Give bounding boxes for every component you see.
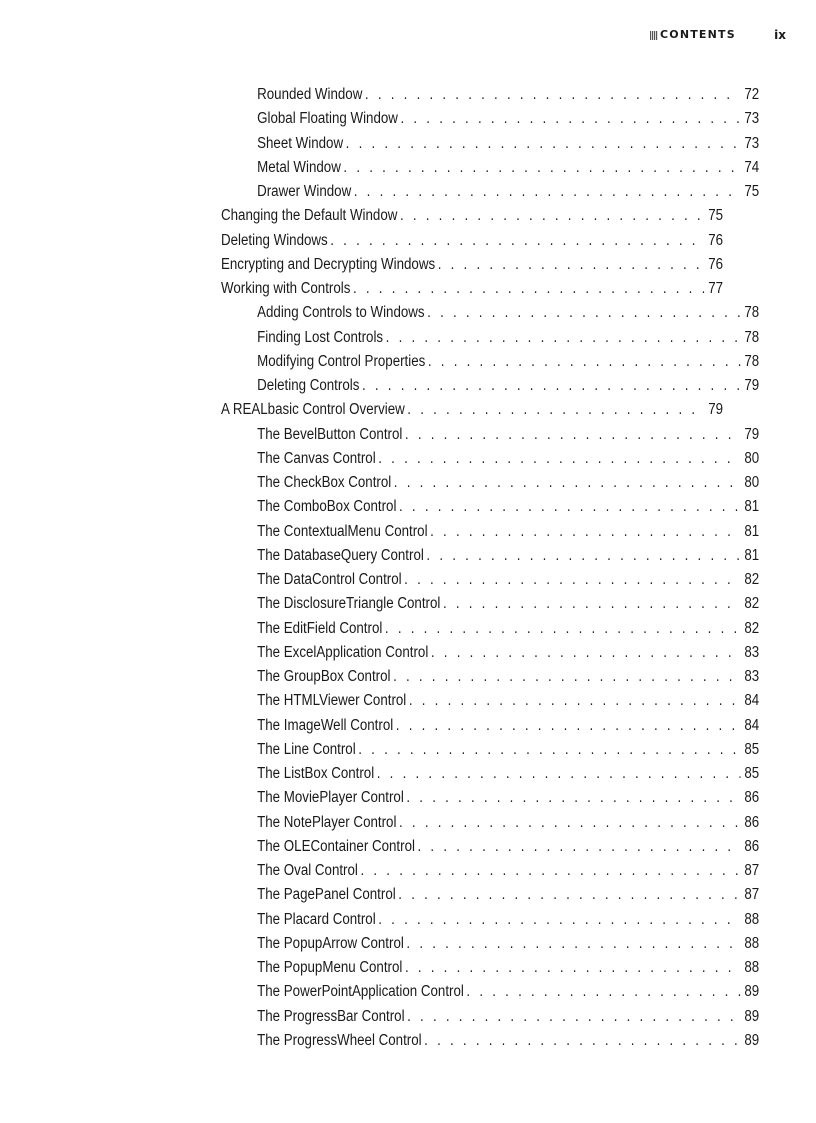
- dot-leader: [378, 911, 740, 929]
- toc-entry-title: The ListBox Control: [257, 765, 375, 782]
- dot-leader: [378, 450, 740, 468]
- toc-entry[interactable]: [221, 1008, 759, 1032]
- toc-entry-page: 79: [744, 377, 760, 394]
- dot-leader: [400, 110, 740, 128]
- dot-leader: [409, 692, 740, 710]
- toc-entry-page: 78: [744, 352, 760, 370]
- toc-entry[interactable]: [221, 717, 759, 741]
- toc-entry-title: The Line Control: [257, 740, 356, 758]
- toc-entry-page: 81: [744, 498, 760, 516]
- toc-entry[interactable]: [221, 256, 723, 280]
- toc-entry[interactable]: [221, 474, 759, 498]
- dot-leader: [330, 232, 704, 250]
- toc-entry-title: The PagePanel Control: [257, 886, 396, 904]
- toc-entry-title: Deleting Windows: [221, 231, 328, 249]
- dot-leader: [362, 377, 740, 395]
- toc-entry-page: 73: [744, 110, 760, 128]
- toc-entry-page: 89: [744, 1007, 760, 1025]
- dot-leader: [443, 595, 740, 613]
- dot-leader: [405, 959, 740, 977]
- toc-entry[interactable]: [221, 377, 759, 401]
- toc-entry-page: 73: [744, 134, 760, 152]
- toc-entry[interactable]: [221, 86, 759, 110]
- toc-entry-page: 74: [744, 158, 760, 176]
- toc-entry[interactable]: [221, 426, 759, 450]
- section-title: CONTENTS: [660, 28, 736, 41]
- toc-entry-page: 86: [744, 813, 760, 831]
- toc-entry-title: A REALbasic Control Overview: [221, 401, 405, 419]
- dot-leader: [424, 1032, 740, 1050]
- toc-entry-title: Encrypting and Decrypting Windows: [221, 255, 436, 273]
- toc-entry-title: The PowerPointApplication Control: [257, 983, 464, 1001]
- toc-entry-page: 82: [744, 571, 760, 588]
- toc-entry[interactable]: [221, 450, 759, 474]
- toc-entry[interactable]: [221, 207, 723, 231]
- toc-entry-page: 83: [744, 643, 760, 661]
- dot-leader: [407, 401, 704, 419]
- toc-entry[interactable]: [221, 814, 759, 838]
- dot-leader: [398, 886, 740, 904]
- toc-entry-page: 72: [744, 86, 760, 103]
- toc-entry-page: 85: [744, 740, 760, 758]
- dot-leader: [399, 814, 740, 832]
- toc-entry[interactable]: [221, 886, 759, 910]
- toc-entry[interactable]: [221, 595, 759, 619]
- toc-entry-page: 84: [744, 692, 760, 710]
- dot-leader: [358, 741, 740, 759]
- dot-leader: [385, 620, 740, 638]
- toc-entry-page: 80: [744, 449, 760, 467]
- toc-entry-title: The OLEContainer Control: [257, 837, 415, 855]
- toc-entry-title: The ComboBox Control: [257, 498, 397, 516]
- table-of-contents: [221, 86, 760, 1056]
- toc-entry-page: 76: [708, 231, 724, 249]
- toc-entry-title: The Oval Control: [257, 862, 358, 879]
- toc-entry[interactable]: [221, 135, 759, 159]
- dot-leader: [407, 1008, 740, 1026]
- toc-entry-page: 82: [744, 595, 760, 613]
- dot-leader: [400, 207, 704, 225]
- toc-entry-page: 89: [744, 983, 760, 1001]
- toc-entry[interactable]: [221, 838, 759, 862]
- toc-entry[interactable]: [221, 741, 759, 765]
- dot-leader: [406, 789, 740, 807]
- toc-entry-page: 83: [744, 668, 760, 685]
- toc-entry-page: 75: [708, 207, 724, 225]
- dot-leader: [418, 838, 741, 856]
- toc-entry-title: The HTMLViewer Control: [257, 692, 407, 710]
- toc-entry[interactable]: [221, 304, 759, 328]
- dot-leader: [396, 717, 740, 735]
- toc-entry[interactable]: [221, 329, 759, 353]
- toc-entry-title: The PopupMenu Control: [257, 959, 403, 976]
- toc-entry-title: The ExcelApplication Control: [257, 643, 429, 661]
- toc-entry-page: 88: [744, 910, 760, 928]
- dot-leader: [360, 862, 740, 880]
- toc-entry[interactable]: [221, 983, 759, 1007]
- dot-leader: [405, 426, 740, 444]
- toc-entry-page: 84: [744, 716, 760, 734]
- toc-entry-title: Sheet Window: [257, 134, 344, 152]
- toc-entry[interactable]: [221, 959, 759, 983]
- dot-leader: [466, 983, 740, 1001]
- toc-entry[interactable]: [221, 523, 759, 547]
- toc-entry-title: Drawer Window: [257, 183, 352, 200]
- toc-entry-page: 86: [744, 837, 760, 855]
- toc-entry-page: 88: [744, 934, 760, 952]
- toc-entry[interactable]: [221, 862, 759, 886]
- toc-entry-page: 76: [708, 255, 724, 273]
- toc-entry-title: Deleting Controls: [257, 377, 360, 394]
- toc-entry-title: The ImageWell Control: [257, 716, 394, 734]
- toc-entry[interactable]: [221, 401, 723, 425]
- toc-entry[interactable]: [221, 280, 723, 304]
- toc-entry-title: The PopupArrow Control: [257, 934, 404, 952]
- toc-entry[interactable]: [221, 353, 759, 377]
- toc-entry-page: 85: [744, 765, 760, 782]
- toc-entry-title: The ProgressWheel Control: [257, 1031, 422, 1049]
- toc-entry[interactable]: [221, 911, 759, 935]
- dot-leader: [354, 183, 741, 201]
- toc-entry-page: 79: [708, 401, 724, 419]
- toc-entry[interactable]: [221, 498, 759, 522]
- toc-entry[interactable]: [221, 935, 759, 959]
- dot-leader: [399, 498, 740, 516]
- toc-entry-title: The Placard Control: [257, 910, 376, 928]
- toc-entry-title: The NotePlayer Control: [257, 813, 397, 831]
- dot-leader: [386, 329, 741, 347]
- dot-leader: [377, 765, 741, 783]
- toc-entry-title: Adding Controls to Windows: [257, 304, 425, 322]
- toc-entry-page: 82: [744, 619, 760, 637]
- toc-entry-page: 78: [744, 304, 760, 322]
- toc-entry[interactable]: [221, 159, 759, 183]
- dot-leader: [428, 353, 740, 371]
- toc-entry-title: Working with Controls: [221, 280, 351, 297]
- toc-entry-title: Global Floating Window: [257, 110, 398, 128]
- toc-entry[interactable]: [221, 620, 759, 644]
- toc-entry[interactable]: [221, 789, 759, 813]
- toc-entry-title: The CheckBox Control: [257, 474, 392, 491]
- toc-entry[interactable]: [221, 232, 723, 256]
- toc-entry[interactable]: [221, 571, 759, 595]
- toc-entry[interactable]: [221, 1032, 759, 1056]
- toc-entry-title: The DatabaseQuery Control: [257, 546, 424, 564]
- toc-entry[interactable]: [221, 644, 759, 668]
- toc-entry-title: The ContextualMenu Control: [257, 522, 428, 540]
- dot-leader: [406, 935, 740, 953]
- toc-entry[interactable]: [221, 183, 759, 207]
- dot-leader: [394, 474, 740, 492]
- section-marker-icon: [650, 31, 658, 40]
- toc-entry-title: Metal Window: [257, 158, 341, 176]
- toc-entry-page: 87: [744, 886, 760, 904]
- toc-entry-page: 86: [744, 789, 760, 807]
- toc-entry-page: 79: [744, 425, 760, 443]
- dot-leader: [430, 523, 740, 541]
- toc-entry-title: Rounded Window: [257, 86, 363, 103]
- toc-entry-title: The BevelButton Control: [257, 425, 403, 443]
- toc-entry-title: The MoviePlayer Control: [257, 789, 404, 807]
- toc-entry-title: Finding Lost Controls: [257, 328, 384, 346]
- toc-entry-page: 80: [744, 474, 760, 491]
- toc-entry-title: Modifying Control Properties: [257, 352, 426, 370]
- toc-entry-page: 81: [744, 522, 760, 540]
- toc-entry[interactable]: [221, 110, 759, 134]
- dot-leader: [343, 159, 740, 177]
- dot-leader: [404, 571, 740, 589]
- toc-entry-title: Changing the Default Window: [221, 207, 398, 225]
- dot-leader: [393, 668, 740, 686]
- toc-entry-title: The Canvas Control: [257, 449, 376, 467]
- toc-entry-page: 77: [708, 280, 724, 297]
- toc-entry[interactable]: [221, 547, 759, 571]
- dot-leader: [426, 547, 740, 565]
- toc-entry[interactable]: [221, 668, 759, 692]
- dot-leader: [353, 280, 704, 298]
- dot-leader: [427, 304, 740, 322]
- toc-entry-page: 88: [744, 959, 760, 976]
- toc-entry-page: 87: [744, 862, 760, 879]
- toc-entry-page: 75: [744, 183, 760, 200]
- toc-entry-page: 78: [744, 328, 760, 346]
- dot-leader: [431, 644, 740, 662]
- toc-entry-title: The DataControl Control: [257, 571, 402, 588]
- toc-entry-title: The DisclosureTriangle Control: [257, 595, 441, 613]
- toc-entry-title: The ProgressBar Control: [257, 1007, 405, 1025]
- dot-leader: [346, 135, 741, 153]
- toc-entry-title: The GroupBox Control: [257, 668, 391, 685]
- toc-entry[interactable]: [221, 692, 759, 716]
- toc-entry-page: 89: [744, 1031, 760, 1049]
- running-head: [650, 28, 786, 44]
- toc-entry[interactable]: [221, 765, 759, 789]
- dot-leader: [438, 256, 704, 274]
- dot-leader: [365, 86, 740, 104]
- toc-entry-title: The EditField Control: [257, 619, 383, 637]
- toc-entry-page: 81: [744, 546, 760, 564]
- page-number: ix: [774, 28, 786, 42]
